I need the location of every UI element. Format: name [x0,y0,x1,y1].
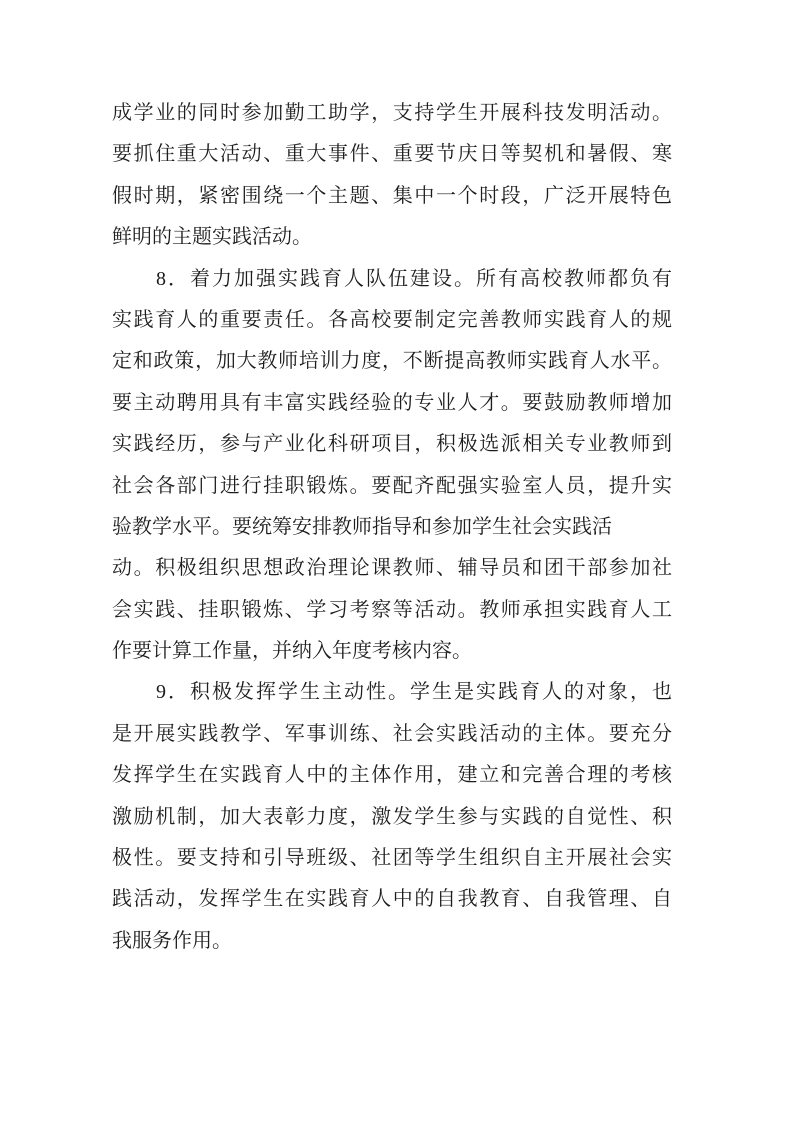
text-line: 激励机制，加大表彰力度，激发学生参与实践的自觉性、积 [112,805,672,828]
text-line: 鲜明的主题实践活动。 [112,226,312,249]
text-line: 定和政策，加大教师培训力度，不断提高教师实践育人水平。 [112,350,672,373]
text-line: 实践育人的重要责任。各高校要制定完善教师实践育人的规 [112,308,672,331]
text-line: 是开展实践教学、军事训练、社会实践活动的主体。要充分 [112,722,672,745]
text-line: 践活动，发挥学生在实践育人中的自我教育、自我管理、自 [112,888,672,911]
text-line: 假时期，紧密围绕一个主题、集中一个时段，广泛开展特色 [112,184,672,207]
text-line: 验教学水平。要统筹安排教师指导和参加学生社会实践活 [112,515,612,538]
text-line: 要抓住重大活动、重大事件、重要节庆日等契机和暑假、寒 [112,143,672,166]
text-line: 极性。要支持和引导班级、社团等学生组织自主开展社会实 [112,847,672,870]
text-line: 作要计算工作量，并纳入年度考核内容。 [112,640,472,663]
text-line: 我服务作用。 [112,929,232,952]
text-line: 8．着力加强实践育人队伍建设。所有高校教师都负有 [112,267,672,290]
paragraph-item-9 [112,672,672,962]
text-line: 发挥学生在实践育人中的主体作用，建立和完善合理的考核 [112,764,672,787]
text-line: 实践经历，参与产业化科研项目，积极选派相关专业教师到 [112,433,672,456]
paragraph-continuation [112,93,672,259]
text-line: 社会各部门进行挂职锻炼。要配齐配强实验室人员，提升实 [112,474,672,497]
text-line: 9．积极发挥学生主动性。学生是实践育人的对象，也 [112,681,672,704]
text-line: 成学业的同时参加勤工助学，支持学生开展科技发明活动。 [112,102,672,124]
text-line: 要主动聘用具有丰富实践经验的专业人才。要鼓励教师增加 [112,391,672,414]
document-body [112,93,672,962]
text-line: 会实践、挂职锻炼、学习考察等活动。教师承担实践育人工 [112,598,672,621]
text-line: 动。积极组织思想政治理论课教师、辅导员和团干部参加社 [112,557,672,580]
paragraph-item-8 [112,259,672,673]
